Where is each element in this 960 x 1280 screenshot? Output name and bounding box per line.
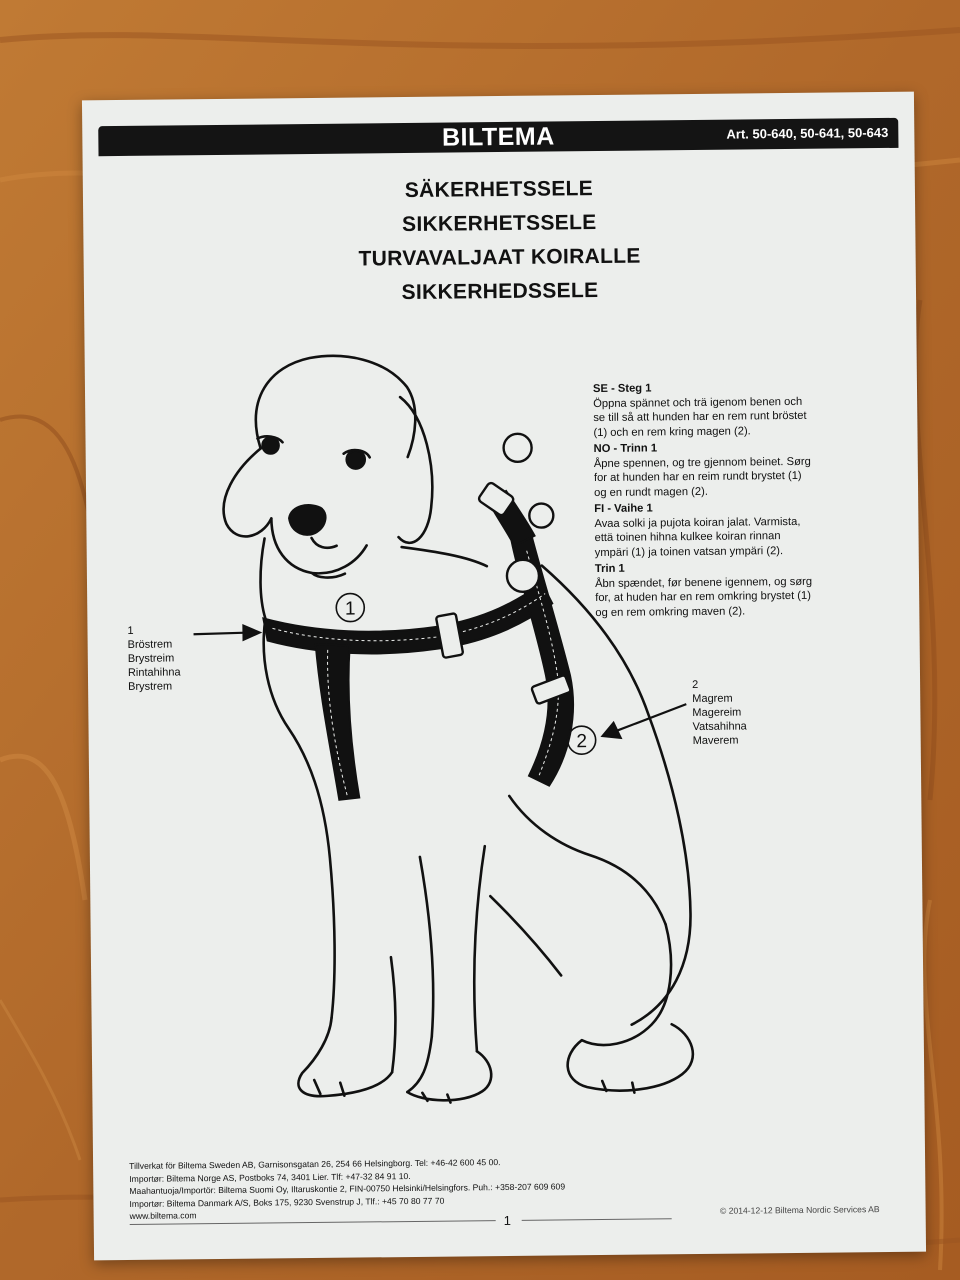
chest-strap [263,583,553,654]
dog-right-eye [347,450,365,468]
brand-logo: BILTEMA [441,122,555,152]
title-swedish: SÄKERHETSSELE [404,177,594,203]
harness [262,490,574,800]
chest-marker-number: 1 [344,598,356,620]
front-ring [507,560,539,592]
website-link[interactable]: www.biltema.com [129,1210,197,1222]
dog-left-eye [262,437,278,453]
article-number: Art. 50-640, 50-641, 50-643 [726,124,889,142]
leash-ring-top [503,434,531,462]
title-norwegian: SIKKERHETSSELE [401,211,597,237]
title-finnish: TURVAVALJAAT KOIRALLE [358,244,641,271]
leash-ring-side [529,503,553,527]
copyright: © 2014-12-12 Biltema Nordic Services AB [719,1204,880,1216]
instruction-block-no: NO - Trinn 1 Åpne spennen, og tre gjennom beinet. Sørg for at hunden har en reim rundt brystet (1) og en rundt magen (2). [593,442,811,499]
belly-marker-number: 2 [576,731,588,753]
title-danish: SIKKERHEDSSELE [401,278,599,305]
instruction-block-fi: FI - Vaihe 1 Avaa solki ja pujota koiran jalat. Varmista, että toinen hihna kulkee koiran rinnan ympäri (1) ja toinen vatsan ympäri (2). [594,502,801,559]
instruction-block-se: SE - Steg 1 Öppna spännet och trä igenom benen och se till så att hunden har en rem runt bröstet (1) och en rem kring magen (2). [592,382,807,439]
instruction-sheet [82,92,926,1261]
front-vertical-strap [316,644,360,800]
chest-slider [436,613,463,658]
belly-arrow [602,704,686,738]
dog-harness-illustration [82,92,926,1261]
belly-strap-label: 2 Magrem Magereim Vatsahihna Maverem [692,678,747,748]
dog-left-ear [223,448,272,536]
dog-back [542,564,692,1025]
instructions [593,379,855,622]
dog-nose [289,505,325,535]
belly-label-number: 2 [692,678,699,692]
footer-addresses: Tillverkat för Biltema Sweden AB, Garnisonsgatan 26, 254 66 Helsingborg. Tel: +46-42 600 45 00. Importør: Biltema Norge AS, Postboks 74, 3401 Lier. Tlf: +47-32 84 91 10. Maahantuoja/Importör: Biltema Suomi Oy, Iltaruskontie 2, FIN-00750 Helsinki/Helsingfors. Puh.: +358-207 609 609 Importør: Biltema Danmark A/S, Boks 175, 9230 Svenstrup J, Tlf.: +45 70 80 77 70 www.biltema.com [129,1155,590,1223]
page-number: 1 [503,1212,512,1229]
chest-strap-label: 1 Bröstrem Brystreim Rintahihna Brystrem [127,624,181,693]
chest-label-number: 1 [127,624,134,637]
instruction-block-dk: Trin 1 Åbn spændet, før benene igennem, og sørg for, at huden har en rem omkring brystet (1) og en rem omkring maven (2). [594,562,813,619]
chest-arrow [193,626,259,641]
